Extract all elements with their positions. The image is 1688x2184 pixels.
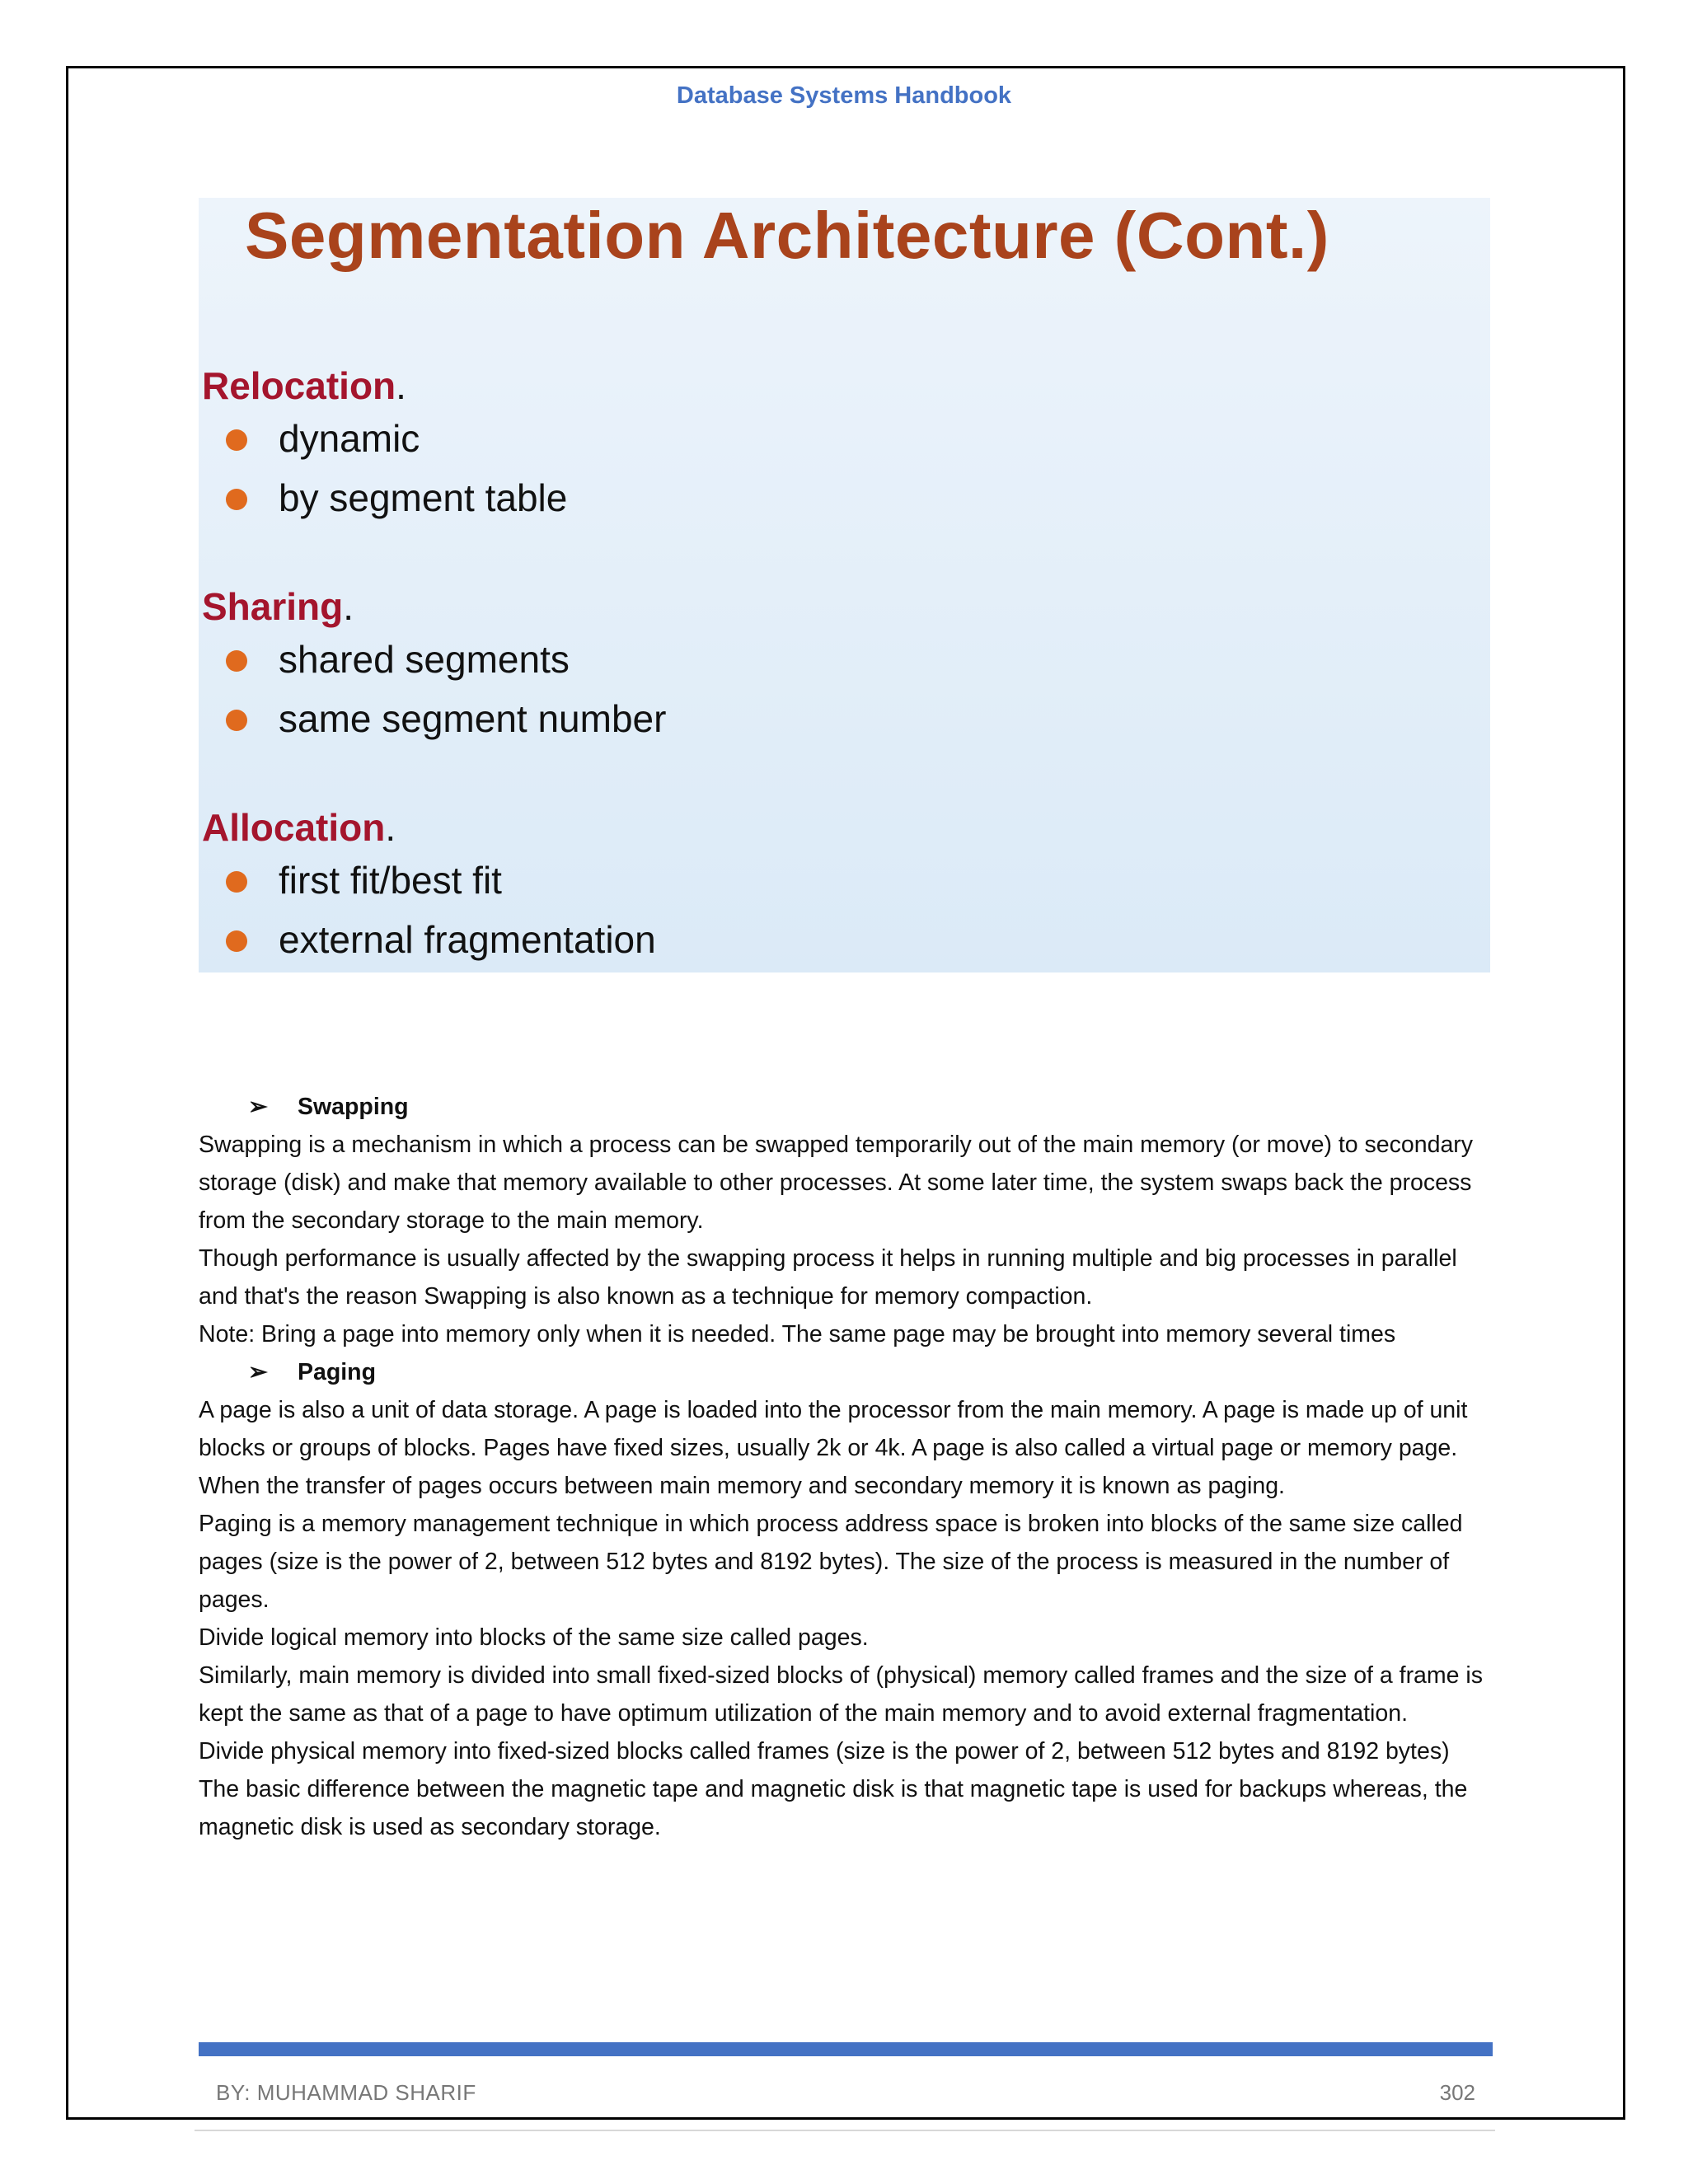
- slide-image: [199, 198, 1490, 972]
- running-header: Database Systems Handbook: [676, 82, 1012, 109]
- bullet-dot-icon: [226, 650, 247, 672]
- paragraph: Paging is a memory management technique in which process address space is broken into blocks of the same size called pages (size is the power of 2, between 512 bytes and 8192 bytes). The size of the process is measured in the number of pages.: [199, 1511, 1463, 1613]
- bullet-dot-icon: [226, 429, 247, 451]
- bullet-item: shared segments: [202, 630, 666, 689]
- paragraph: A page is also a unit of data storage. A page is loaded into the processor from the main memory. A page is made up of unit blocks or groups of blocks. Pages have fixed sizes, usually 2k or 4k. A page is also called a virtual page or memory page. When the transfer of pages occurs between main memory and secondary memory it is known as paging.: [199, 1397, 1468, 1499]
- section-heading: Sharing.: [202, 585, 354, 628]
- paragraph: Though performance is usually affected by the swapping process it helps in running multiple and big processes in parallel and that's the reason Swapping is also known as a technique for memory compaction.: [199, 1245, 1457, 1310]
- section-sharing: [202, 583, 666, 748]
- bullet-dot-icon: [226, 871, 247, 893]
- paragraph: Swapping is a mechanism in which a process can be swapped temporarily out of the main memory (or move) to secondary storage (disk) and make that memory available to other processes. At some later time, the system swaps back the process from the secondary storage to the main memory.: [199, 1132, 1474, 1234]
- swapping-heading: ➢ Swapping: [199, 1088, 1501, 1126]
- bullet-dot-icon: [226, 930, 247, 952]
- arrow-bullet-icon: ➢: [248, 1094, 268, 1120]
- bullet-dot-icon: [226, 710, 247, 731]
- paragraph: Note: Bring a page into memory only when it is needed. The same page may be brought into memory several times: [199, 1321, 1396, 1347]
- bullet-item: by segment table: [202, 468, 567, 527]
- footer-author: BY: MUHAMMAD SHARIF: [216, 2080, 476, 2105]
- section-relocation: [202, 363, 567, 527]
- bullet-item: first fit/best fit: [202, 851, 656, 910]
- body-text: [199, 1088, 1501, 1846]
- section-heading: Allocation.: [202, 806, 396, 849]
- bullet-item: same segment number: [202, 689, 666, 748]
- slide-title: Segmentation Architecture (Cont.): [245, 199, 1329, 272]
- bottom-divider: [195, 2130, 1495, 2131]
- arrow-bullet-icon: ➢: [248, 1359, 268, 1385]
- section-heading: Relocation.: [202, 364, 406, 407]
- paragraph: Divide physical memory into fixed-sized blocks called frames (size is the power of 2, between 512 bytes and 8192 bytes): [199, 1738, 1450, 1765]
- paragraph: Divide logical memory into blocks of the same size called pages.: [199, 1624, 869, 1651]
- bullet-dot-icon: [226, 489, 247, 510]
- paragraph: The basic difference between the magnetic tape and magnetic disk is that magnetic tape is used for backups whereas, the magnetic disk is used as secondary storage.: [199, 1776, 1468, 1840]
- paragraph: Similarly, main memory is divided into small fixed-sized blocks of (physical) memory called frames and the size of a frame is kept the same as that of a page to have optimum utilization of the main memory and to avoid external fragmentation.: [199, 1662, 1483, 1727]
- footer-rule: [199, 2042, 1493, 2056]
- section-allocation: [202, 804, 656, 969]
- paging-heading: ➢ Paging: [199, 1353, 1501, 1391]
- bullet-item: dynamic: [202, 409, 567, 468]
- page-number: 302: [1439, 2080, 1475, 2105]
- bullet-item: external fragmentation: [202, 910, 656, 969]
